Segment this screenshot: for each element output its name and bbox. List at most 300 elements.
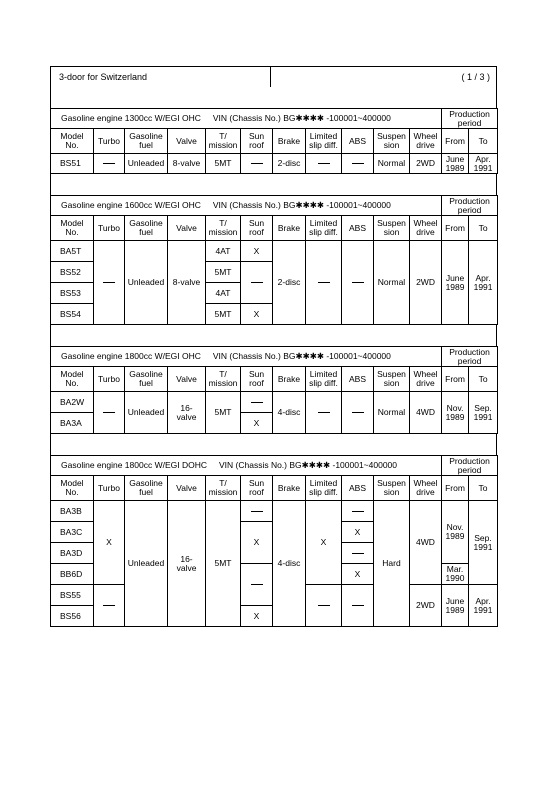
brake-header	[273, 476, 306, 501]
model-number-text: BA3B	[60, 505, 82, 516]
valve-header	[168, 216, 206, 241]
turbo-header	[94, 129, 125, 154]
turbo-value	[94, 392, 125, 434]
brake-value-text: 2-disc	[277, 158, 301, 168]
fuel-header-text: Gasoline	[129, 131, 163, 141]
lsd-header-text: slip diff.	[309, 487, 338, 497]
brake-header-text: Brake	[277, 135, 301, 146]
sunroof-value-text-dash	[251, 163, 263, 164]
model-number	[51, 413, 94, 434]
production-period-header-text: period	[457, 117, 482, 128]
table-row	[51, 241, 498, 262]
transmission-value-text: 4AT	[215, 287, 231, 298]
suspension-value-text: Hard	[382, 558, 401, 568]
to-header-text: To	[478, 222, 488, 233]
table-row	[51, 392, 498, 413]
abs-value	[342, 585, 374, 627]
model-number	[51, 154, 94, 174]
production-to-text: Apr.	[475, 272, 491, 283]
turbo-header	[94, 476, 125, 501]
production-from-text: 1989	[445, 411, 465, 422]
turbo-value	[94, 501, 125, 585]
document-title: 3-door for Switzerland	[51, 67, 271, 87]
production-period-header	[442, 196, 498, 216]
model-number-text: BS56	[60, 610, 81, 621]
transmission-header-text: mission	[208, 378, 238, 388]
model-number	[51, 585, 94, 606]
transmission-value	[206, 262, 241, 283]
model-header	[51, 129, 94, 154]
model-number-text: BA2W	[60, 396, 85, 407]
sunroof-header-text: Sun	[248, 131, 265, 141]
model-header	[51, 367, 94, 392]
production-period-header	[442, 109, 498, 129]
turbo-value-text-dash	[103, 605, 115, 606]
abs-value	[342, 543, 374, 564]
abs-value-text: X	[354, 568, 361, 579]
lsd-value	[306, 585, 342, 627]
brake-value-text: 2-disc	[277, 277, 301, 287]
fuel-header	[125, 476, 168, 501]
abs-value-text-dash	[352, 553, 364, 554]
fuel-header	[125, 129, 168, 154]
production-to-text: Apr.	[475, 153, 491, 164]
suspension-header-text: sion	[383, 140, 400, 150]
vin-label: VIN (Chassis No.) BG✱✱✱✱ -100001~400000	[218, 460, 398, 470]
sections-container	[50, 87, 497, 627]
brake-value	[273, 501, 306, 627]
wheel-drive-header	[410, 129, 442, 154]
model-header-text: No.	[65, 140, 79, 150]
wheel-drive-header-text: Wheel	[413, 218, 438, 228]
abs-header-text: ABS	[348, 482, 366, 493]
production-from-text: June	[445, 595, 465, 606]
production-from-text: June	[445, 153, 465, 164]
sunroof-value-text-dash	[251, 402, 263, 403]
model-number	[51, 564, 94, 585]
abs-value-text-dash	[352, 282, 364, 283]
fuel-value	[125, 392, 168, 434]
model-number-text: BS55	[60, 589, 81, 600]
section-gap	[50, 174, 497, 195]
brake-header-text: Brake	[277, 482, 301, 493]
from-header	[442, 367, 469, 392]
fuel-header-text: Gasoline	[129, 218, 163, 228]
transmission-header	[206, 129, 241, 154]
suspension-value	[374, 241, 410, 325]
sunroof-header-text: roof	[249, 487, 264, 497]
lsd-value-text-dash	[318, 282, 330, 283]
model-number	[51, 543, 94, 564]
abs-value	[342, 241, 374, 325]
wheel-drive-header-text: drive	[416, 227, 435, 237]
sunroof-header	[241, 129, 273, 154]
production-from-text: 1989	[445, 604, 465, 615]
suspension-value-text: Normal	[377, 407, 406, 417]
fuel-header-text: fuel	[139, 378, 153, 388]
valve-value-text: 16-	[180, 402, 193, 413]
lsd-header-text: Limited	[309, 218, 338, 228]
fuel-value	[125, 241, 168, 325]
suspension-value	[374, 154, 410, 174]
production-period-header-text: period	[457, 355, 482, 366]
fuel-header-text: fuel	[139, 140, 153, 150]
spec-table-3	[50, 346, 498, 434]
lsd-header	[306, 129, 342, 154]
lsd-value	[306, 154, 342, 174]
table-row	[51, 501, 498, 522]
turbo-header	[94, 367, 125, 392]
section-gap	[50, 325, 497, 346]
sunroof-value	[241, 241, 273, 262]
turbo-header	[94, 216, 125, 241]
suspension-header-text: sion	[383, 227, 400, 237]
engine-heading	[51, 109, 442, 129]
abs-value-text-dash	[352, 511, 364, 512]
suspension-value	[374, 392, 410, 434]
lsd-value-text: X	[320, 537, 327, 547]
brake-header-text: Brake	[277, 373, 301, 384]
model-number	[51, 522, 94, 543]
abs-value-text-dash	[352, 412, 364, 413]
wheel-drive-value	[410, 585, 442, 627]
abs-value	[342, 392, 374, 434]
abs-value-text: X	[354, 526, 361, 537]
sunroof-value	[241, 413, 273, 434]
model-number	[51, 606, 94, 627]
sunroof-header-text: roof	[249, 227, 264, 237]
turbo-value-text-dash	[103, 163, 115, 164]
model-header	[51, 476, 94, 501]
production-period-header-text: Production	[449, 455, 490, 466]
sunroof-header-text: Sun	[248, 478, 265, 488]
lsd-header-text: Limited	[309, 369, 338, 379]
sunroof-value	[241, 392, 273, 413]
production-to-text: 1991	[473, 281, 493, 292]
production-to-text: 1991	[473, 162, 493, 173]
abs-value	[342, 564, 374, 585]
turbo-value-text-dash	[103, 412, 115, 413]
abs-header	[342, 129, 374, 154]
abs-header	[342, 216, 374, 241]
from-header-text: From	[445, 135, 465, 146]
model-number-text: BB6D	[60, 568, 83, 579]
document-header	[50, 66, 497, 87]
valve-value-text: 16-	[180, 553, 193, 564]
transmission-value	[206, 392, 241, 434]
sunroof-header	[241, 216, 273, 241]
abs-header-text: ABS	[348, 373, 366, 384]
production-from-text: 1989	[445, 281, 465, 292]
model-number-text: BS53	[60, 287, 81, 298]
sunroof-header	[241, 476, 273, 501]
wheel-drive-value	[410, 241, 442, 325]
to-header-text: To	[478, 135, 488, 146]
sunroof-value-text: X	[253, 610, 260, 621]
model-number	[51, 501, 94, 522]
lsd-value	[306, 501, 342, 585]
sunroof-value	[241, 154, 273, 174]
model-number-text: BA5T	[60, 245, 82, 256]
transmission-value-text: 5MT	[214, 558, 232, 568]
vin-label: VIN (Chassis No.) BG✱✱✱✱ -100001~400000	[212, 200, 391, 210]
production-to	[469, 501, 498, 585]
sunroof-value-text-dash	[251, 511, 263, 512]
brake-value	[273, 154, 306, 174]
valve-header	[168, 476, 206, 501]
production-from	[442, 564, 469, 585]
wheel-drive-value-text: 4WD	[416, 407, 435, 417]
production-from-text: 1989	[445, 531, 465, 541]
lsd-header-text: Limited	[309, 478, 338, 488]
abs-header-text: ABS	[348, 222, 366, 233]
production-from-text: Nov.	[446, 522, 464, 532]
valve-value-text: 8-valve	[172, 158, 201, 168]
brake-header	[273, 216, 306, 241]
sunroof-value-text-dash	[251, 282, 263, 283]
transmission-header-text: mission	[208, 140, 238, 150]
lsd-header	[306, 476, 342, 501]
production-to-text: 1991	[473, 541, 493, 552]
transmission-header	[206, 216, 241, 241]
wheel-drive-value-text: 2WD	[416, 600, 435, 610]
valve-header-text: Valve	[176, 373, 197, 384]
model-number	[51, 241, 94, 262]
lsd-value	[306, 241, 342, 325]
wheel-drive-value-text: 2WD	[416, 277, 435, 287]
abs-value	[342, 501, 374, 522]
suspension-value-text: Normal	[377, 277, 406, 287]
lsd-header-text: slip diff.	[309, 227, 338, 237]
abs-value-text-dash	[352, 163, 364, 164]
from-header	[442, 476, 469, 501]
production-to-text: Sep.	[474, 402, 492, 413]
wheel-drive-header-text: drive	[416, 378, 435, 388]
fuel-header-text: fuel	[139, 487, 153, 497]
model-header-text: Model	[60, 218, 84, 228]
transmission-value-text: 4AT	[215, 245, 231, 256]
brake-header	[273, 129, 306, 154]
sunroof-header	[241, 367, 273, 392]
wheel-drive-value	[410, 501, 442, 585]
production-from	[442, 501, 469, 564]
valve-header	[168, 129, 206, 154]
abs-header	[342, 367, 374, 392]
suspension-header	[374, 216, 410, 241]
model-header-text: Model	[60, 131, 84, 141]
production-from	[442, 585, 469, 627]
from-header-text: From	[445, 482, 465, 493]
turbo-header-text: Turbo	[98, 135, 120, 146]
table-row	[51, 154, 498, 174]
transmission-header-text: T/	[219, 369, 227, 379]
wheel-drive-header	[410, 367, 442, 392]
production-period-header-text: period	[457, 204, 482, 215]
section-gap	[50, 434, 497, 455]
transmission-header-text: T/	[219, 478, 227, 488]
production-to	[469, 392, 498, 434]
model-number-text: BS52	[60, 266, 81, 277]
wheel-drive-value-text: 2WD	[416, 158, 435, 168]
sunroof-value	[241, 522, 273, 564]
abs-header	[342, 476, 374, 501]
sunroof-value	[241, 262, 273, 304]
sunroof-header-text: roof	[249, 140, 264, 150]
abs-value-text-dash	[352, 605, 364, 606]
production-period-header-text: Production	[449, 108, 490, 119]
lsd-header	[306, 216, 342, 241]
suspension-header	[374, 129, 410, 154]
production-from	[442, 154, 469, 174]
production-to-text: 1991	[473, 411, 493, 422]
spec-table-4	[50, 455, 498, 627]
to-header	[469, 216, 498, 241]
transmission-value	[206, 501, 241, 627]
sunroof-value-text: X	[253, 417, 260, 428]
abs-header-text: ABS	[348, 135, 366, 146]
production-from-text: June	[445, 272, 465, 283]
fuel-header-text: Gasoline	[129, 478, 163, 488]
valve-header-text: Valve	[176, 135, 197, 146]
turbo-header-text: Turbo	[98, 222, 120, 233]
lsd-value-text-dash	[318, 412, 330, 413]
production-to	[469, 241, 498, 325]
valve-header-text: Valve	[176, 482, 197, 493]
fuel-value-text: Unleaded	[127, 407, 165, 417]
valve-value	[168, 392, 206, 434]
fuel-value-text: Unleaded	[127, 158, 165, 168]
valve-value	[168, 501, 206, 627]
suspension-header	[374, 367, 410, 392]
engine-label: Gasoline engine 1800cc W/EGI DOHC	[61, 460, 207, 470]
transmission-header-text: mission	[208, 487, 238, 497]
brake-value-text: 4-disc	[277, 407, 301, 417]
production-period-header-text: Production	[449, 346, 490, 357]
valve-value-text: valve	[176, 562, 197, 573]
turbo-value	[94, 585, 125, 627]
model-header-text: No.	[65, 487, 79, 497]
production-period-header-text: Production	[449, 195, 490, 206]
suspension-value	[374, 501, 410, 627]
model-number-text: BS54	[60, 308, 81, 319]
transmission-value-text: 5MT	[214, 308, 232, 319]
transmission-header-text: T/	[219, 218, 227, 228]
model-number	[51, 304, 94, 325]
to-header-text: To	[478, 482, 488, 493]
page-number: ( 1 / 3 )	[461, 72, 490, 82]
production-from-text: 1989	[445, 162, 465, 173]
transmission-header-text: mission	[208, 227, 238, 237]
turbo-value-text-dash	[103, 282, 115, 283]
engine-label: Gasoline engine 1300cc W/EGI OHC	[61, 113, 201, 123]
wheel-drive-header-text: drive	[416, 140, 435, 150]
to-header	[469, 476, 498, 501]
production-to	[469, 585, 498, 627]
from-header-text: From	[445, 373, 465, 384]
production-from	[442, 392, 469, 434]
sunroof-value	[241, 564, 273, 606]
production-to-text: Apr.	[475, 595, 491, 606]
suspension-header-text: sion	[383, 378, 400, 388]
production-to-text: 1991	[473, 604, 493, 615]
fuel-value-text: Unleaded	[127, 558, 165, 568]
wheel-drive-header-text: Wheel	[413, 478, 438, 488]
spec-table-1	[50, 108, 498, 174]
from-header	[442, 129, 469, 154]
from-header	[442, 216, 469, 241]
suspension-header	[374, 476, 410, 501]
lsd-value-text-dash	[318, 605, 330, 606]
fuel-value	[125, 501, 168, 627]
model-number-text: BA3D	[60, 547, 83, 558]
engine-label: Gasoline engine 1600cc W/EGI OHC	[61, 200, 201, 210]
model-number-text: BA3C	[60, 526, 83, 537]
brake-header-text: Brake	[277, 222, 301, 233]
production-period-header	[442, 456, 498, 476]
lsd-value-text-dash	[318, 163, 330, 164]
model-number-text: BS51	[60, 158, 81, 168]
model-header-text: No.	[65, 378, 79, 388]
sunroof-value-text: X	[253, 537, 260, 547]
wheel-drive-header	[410, 216, 442, 241]
brake-header	[273, 367, 306, 392]
transmission-header	[206, 367, 241, 392]
suspension-header-text: Suspen	[377, 218, 406, 228]
transmission-value	[206, 241, 241, 262]
valve-value	[168, 241, 206, 325]
production-from-text: 1990	[445, 573, 465, 583]
lsd-header-text: slip diff.	[309, 378, 338, 388]
fuel-header-text: Gasoline	[129, 369, 163, 379]
wheel-drive-header-text: Wheel	[413, 131, 438, 141]
spec-document	[50, 66, 497, 627]
lsd-header	[306, 367, 342, 392]
abs-value	[342, 154, 374, 174]
engine-label: Gasoline engine 1800cc W/EGI OHC	[61, 351, 201, 361]
sunroof-value	[241, 304, 273, 325]
transmission-value	[206, 304, 241, 325]
transmission-header-text: T/	[219, 131, 227, 141]
production-from-text: Mar.	[446, 564, 464, 574]
engine-heading	[51, 456, 442, 476]
model-header	[51, 216, 94, 241]
to-header	[469, 129, 498, 154]
transmission-value-text: 5MT	[214, 158, 232, 168]
sunroof-value	[241, 501, 273, 522]
valve-header	[168, 367, 206, 392]
turbo-header-text: Turbo	[98, 373, 120, 384]
fuel-header	[125, 367, 168, 392]
fuel-value-text: Unleaded	[127, 277, 165, 287]
sunroof-value-text-dash	[251, 584, 263, 585]
to-header	[469, 367, 498, 392]
to-header-text: To	[478, 373, 488, 384]
model-number-text: BA3A	[60, 417, 82, 428]
suspension-header-text: Suspen	[377, 131, 406, 141]
turbo-header-text: Turbo	[98, 482, 120, 493]
vin-label: VIN (Chassis No.) BG✱✱✱✱ -100001~400000	[212, 113, 391, 123]
wheel-drive-value-text: 4WD	[416, 537, 435, 547]
transmission-value-text: 5MT	[214, 407, 232, 417]
brake-value	[273, 241, 306, 325]
engine-heading	[51, 347, 442, 367]
wheel-drive-value	[410, 154, 442, 174]
section-gap	[50, 87, 497, 108]
model-header-text: Model	[60, 478, 84, 488]
vin-label: VIN (Chassis No.) BG✱✱✱✱ -100001~400000	[212, 351, 391, 361]
spec-table-2	[50, 195, 498, 325]
wheel-drive-value	[410, 392, 442, 434]
